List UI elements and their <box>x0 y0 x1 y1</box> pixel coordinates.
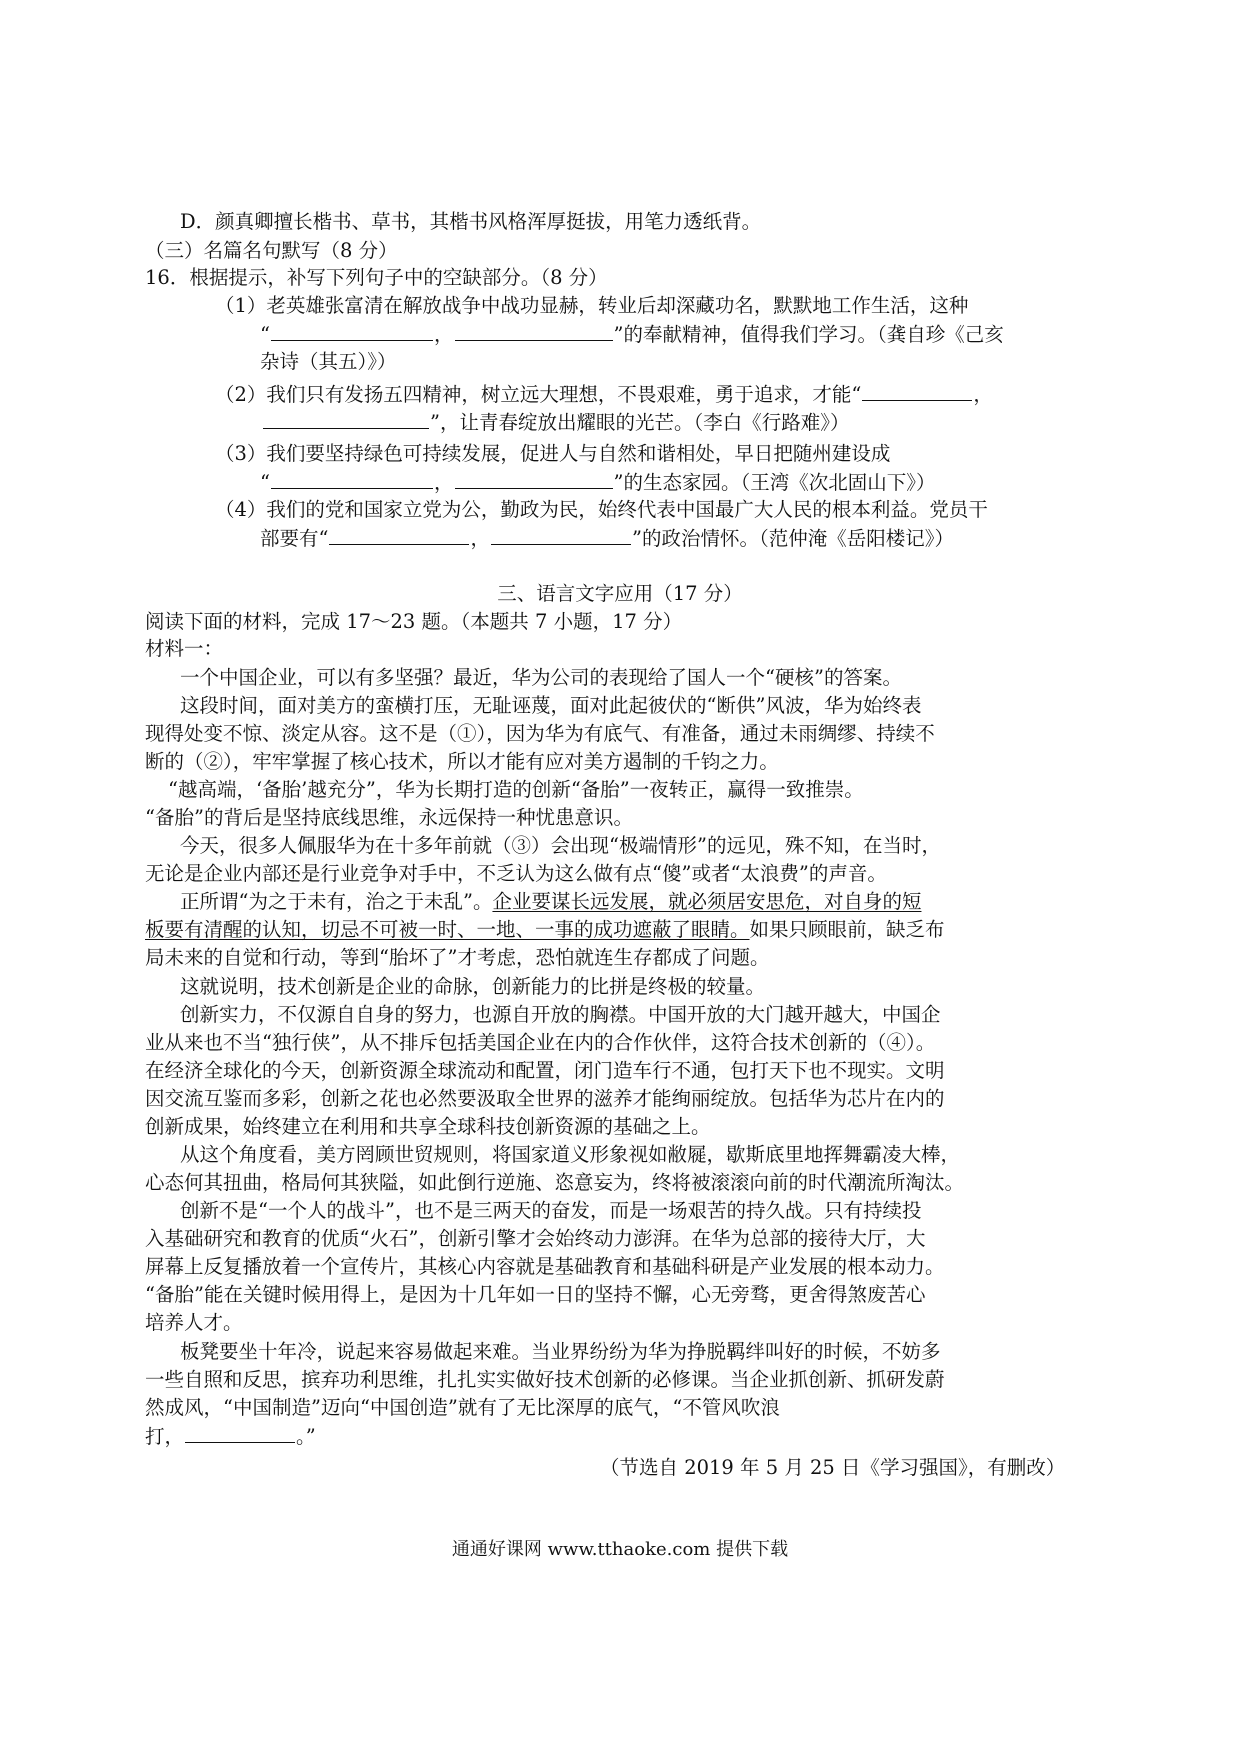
article-line: 断的（②），牢牢掌握了核心技术，所以才能有应对美方遏制的千钧之力。 <box>145 750 779 773</box>
article-line: 然成风，“中国制造”迈向“中国创造”就有了无比深厚的底气，“不管风吹浪 <box>145 1396 780 1419</box>
article-line: 入基础研究和教育的优质“火石”，创新引擎才会始终动力澎湃。在华为总部的接待大厅，大 <box>145 1227 926 1250</box>
answer-blank[interactable] <box>455 470 613 489</box>
article-line: 板要有清醒的认知，切忌不可被一时、一地、一事的成功遮蔽了眼睛。如果只顾眼前，缺乏布 <box>145 918 945 941</box>
article-line: 创新不是“一个人的战斗”，也不是三两天的奋发，而是一场艰苦的持久战。只有持续投 <box>180 1199 922 1222</box>
article-line: 一些自照和反思，摈弃功利思维，扎扎实实做好技术创新的必修课。当企业抓创新、抓研发蔚 <box>145 1368 945 1391</box>
q16-item-2-line-2: ”，让青春绽放出耀眼的光芒。（李白《行路难》） <box>262 410 849 435</box>
q16-item-3-line-2: “ ， ”的生态家园。（王湾《次北固山下》） <box>260 471 936 494</box>
answer-blank[interactable] <box>455 322 613 341</box>
section-heading-mingpian: （三）名篇名句默写（8 分） <box>145 239 398 262</box>
material-label: 材料一： <box>145 637 224 660</box>
source-citation: （节选自 2019 年 5 月 25 日《学习强国》，有删改） <box>600 1456 1066 1479</box>
article-line: 心态何其扭曲，格局何其狭隘，如此倒行逆施、恣意妄为，终将被滚滚向前的时代潮流所淘汰。 <box>145 1171 965 1194</box>
article-line: 从这个角度看，美方罔顾世贸规则，将国家道义形象视如敝屣，歇斯底里地挥舞霸凌大棒， <box>180 1143 961 1166</box>
option-d: D．颜真卿擅长楷书、草书，其楷书风格浑厚挺拔，用笔力透纸背。 <box>180 210 762 233</box>
article-line: 创新成果，始终建立在利用和共享全球科技创新资源的基础之上。 <box>145 1115 711 1138</box>
article-line: “备胎”能在关键时候用得上，是因为十几年如一日的坚持不懈，心无旁骛，更舍得煞废苦心 <box>145 1283 926 1306</box>
q16-item-1-line-3: 杂诗（其五）》） <box>260 350 397 373</box>
article-line: 培养人才。 <box>145 1311 243 1334</box>
article-line: “备胎”的背后是坚持底线思维，永远保持一种忧患意识。 <box>145 806 633 829</box>
article-line: 这就说明，技术创新是企业的命脉，创新能力的比拼是终极的较量。 <box>180 975 766 998</box>
question-16-stem: 16．根据提示，补写下列句子中的空缺部分。（8 分） <box>145 266 608 289</box>
article-line: 正所谓“为之于未有，治之于未乱”。企业要谋长远发展，就必须居安思危，对自身的短 <box>180 890 922 913</box>
q16-item-4-line-2: 部要有“ ， ”的政治情怀。（范仲淹《岳阳楼记》） <box>260 527 954 550</box>
article-line: 一个中国企业，可以有多坚强？最近，华为公司的表现给了国人一个“硬核”的答案。 <box>180 666 902 689</box>
article-line: 局未来的自觉和行动，等到“胎坏了”才考虑，恐怕就连生存都成了问题。 <box>145 946 770 969</box>
q16-item-1-line-2: “ ， ”的奉献精神，值得我们学习。（龚自珍《己亥 <box>260 323 1004 346</box>
article-line: 在经济全球化的今天，创新资源全球流动和配置，闭门造车行不通，包打天下也不现实。文明 <box>145 1059 945 1082</box>
q16-item-2-line-1: （2）我们只有发扬五四精神，树立远大理想，不畏艰难，勇于追求，才能“ ， <box>215 383 993 406</box>
article-line: 业从来也不当“独行侠”，从不排斥包括美国企业在内的合作伙伴，这符合技术创新的（④）。 <box>145 1031 936 1054</box>
answer-blank[interactable] <box>862 382 972 401</box>
underlined-sentence: 企业要谋长远发展，就必须居安思危，对自身的短 <box>492 890 922 913</box>
article-line: 这段时间，面对美方的蛮横打压，无耻诬蔑，面对此起彼伏的“断供”风波，华为始终表 <box>180 694 922 717</box>
underlined-sentence: 板要有清醒的认知，切忌不可被一时、一地、一事的成功遮蔽了眼睛。 <box>145 918 750 941</box>
instructions: 阅读下面的材料，完成 17～23 题。（本题共 7 小题，17 分） <box>145 610 683 633</box>
answer-blank[interactable] <box>263 410 429 429</box>
q16-item-3-line-1: （3）我们要坚持绿色可持续发展，促进人与自然和谐相处，早日把随州建设成 <box>215 442 891 465</box>
q16-item-4-line-1: （4）我们的党和国家立党为公，勤政为民，始终代表中国最广大人民的根本利益。党员干 <box>215 498 988 521</box>
answer-blank[interactable] <box>271 322 433 341</box>
answer-blank[interactable] <box>491 526 631 545</box>
article-line: 打， 。” <box>145 1425 316 1448</box>
answer-blank[interactable] <box>329 526 469 545</box>
article-line: 因交流互鉴而多彩，创新之花也必然要汲取全世界的滋养才能绚丽绽放。包括华为芯片在内的 <box>145 1087 945 1110</box>
answer-blank[interactable] <box>185 1424 295 1443</box>
q16-item-1-line-1: （1）老英雄张富清在解放战争中战功显赫，转业后却深藏功名，默默地工作生活，这种 <box>215 294 969 317</box>
page-footer: 通通好课网 www.tthaoke.com 提供下载 <box>451 1539 789 1560</box>
section-3-title: 三、语言文字应用（17 分） <box>497 582 743 605</box>
article-line: 今天，很多人佩服华为在十多年前就（③）会出现“极端情形”的远见，殊不知，在当时， <box>180 834 941 857</box>
article-line: “越高端，‘备胎’越充分”，华为长期打造的创新“备胎”一夜转正，赢得一致推崇。 <box>168 778 864 801</box>
article-line: 创新实力，不仅源自自身的努力，也源自开放的胸襟。中国开放的大门越开越大，中国企 <box>180 1003 941 1026</box>
answer-blank[interactable] <box>271 470 433 489</box>
article-line: 无论是企业内部还是行业竞争对手中，不乏认为这么做有点“傻”或者“太浪费”的声音。 <box>145 862 887 885</box>
article-line: 现得处变不惊、淡定从容。这不是（①），因为华为有底气、有准备，通过未雨绸缪、持续不 <box>145 722 935 745</box>
article-line: 屏幕上反复播放着一个宣传片，其核心内容就是基础教育和基础科研是产业发展的根本动力。 <box>145 1255 945 1278</box>
article-line: 板凳要坐十年冷，说起来容易做起来难。当业界纷纷为华为挣脱羁绊叫好的时候，不妨多 <box>180 1340 941 1363</box>
